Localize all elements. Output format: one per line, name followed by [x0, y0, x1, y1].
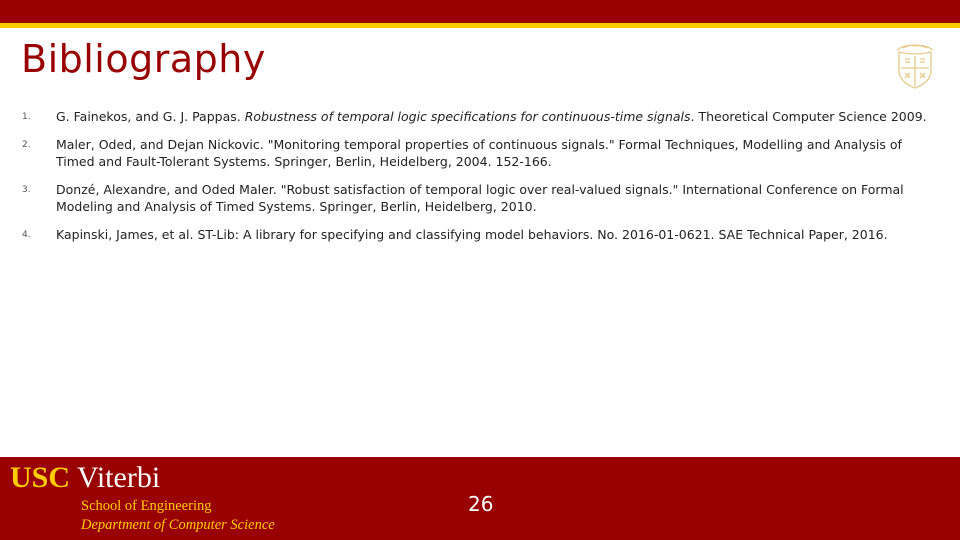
reference-rest: Donzé, Alexandre, and Oded Maler. "Robust satisfaction of temporal logic over real-valued signals." International Conference on Formal Modeling and Analysis of Timed Systems. Springer, Berlin, Heidelberg, 2010. [56, 182, 904, 214]
header-gold-stripe [0, 23, 960, 28]
reference-authors: G. Fainekos, and G. J. Pappas. [56, 109, 245, 124]
reference-rest: Maler, Oded, and Dejan Nickovic. "Monitoring temporal properties of continuous signals." Formal Techniques, Modelling and Analysis of Timed and Fault-Tolerant Systems. Springer, Berlin, Heidelberg, 2004. 152-166. [56, 137, 902, 169]
brand-usc: USC [10, 461, 71, 494]
bibliography-list [22, 108, 937, 254]
reference-rest: Kapinski, James, et al. ST-Lib: A library for specifying and classifying model behaviors. No. 2016-01-0621. SAE Technical Paper, 2016. [56, 227, 888, 242]
footer-brand-logo [10, 461, 160, 494]
reference-text [56, 227, 888, 242]
reference-rest: . Theoretical Computer Science 2009. [690, 109, 927, 124]
page-title: Bibliography [21, 37, 266, 81]
footer-department: Department of Computer Science [81, 517, 275, 533]
reference-number: 1. [22, 112, 31, 122]
page-number: 26 [468, 492, 494, 516]
reference-item-3 [22, 181, 937, 215]
reference-item-1 [22, 108, 937, 125]
reference-number: 3. [22, 185, 31, 195]
reference-text [56, 137, 902, 169]
reference-number: 4. [22, 230, 31, 240]
reference-text [56, 182, 904, 214]
reference-text [56, 109, 927, 124]
header-band [0, 0, 960, 23]
reference-number: 2. [22, 140, 31, 150]
footer-band [0, 457, 960, 540]
brand-viterbi: Viterbi [70, 461, 161, 494]
reference-item-2 [22, 136, 937, 170]
footer-school: School of Engineering [81, 498, 212, 514]
reference-title-italic: Robustness of temporal logic specifications for continuous-time signals [244, 109, 691, 124]
reference-item-4 [22, 226, 937, 243]
usc-seal-icon [893, 42, 937, 90]
